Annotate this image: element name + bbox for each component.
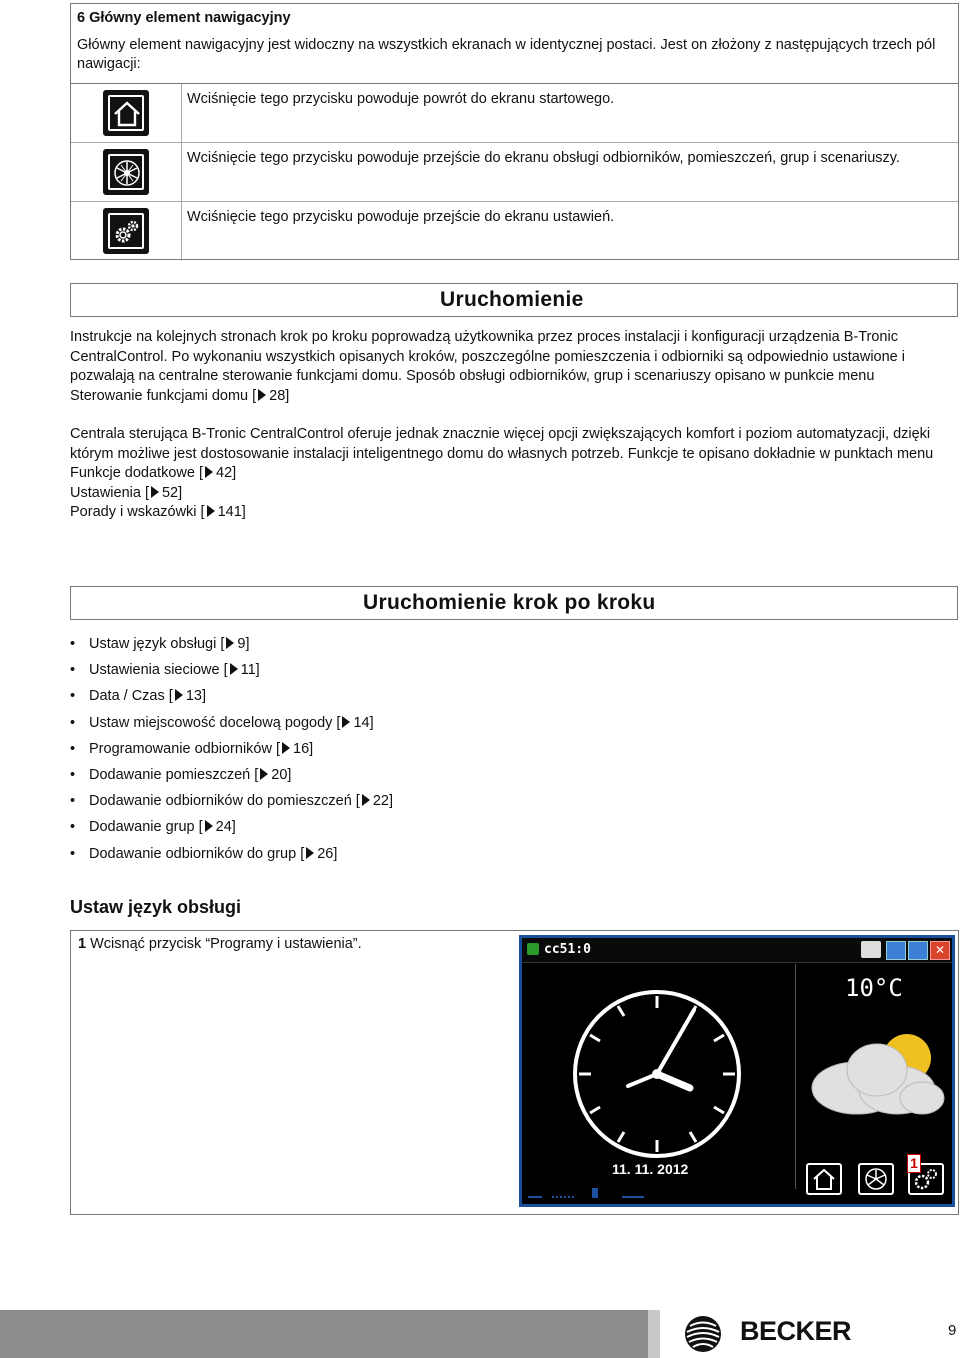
arrow-right-icon — [175, 689, 183, 701]
menu-ref: Ustawienia [ 52] — [70, 484, 183, 501]
nav-table — [71, 83, 958, 261]
callout-number: 1 — [907, 1154, 921, 1173]
becker-logo-icon — [684, 1315, 722, 1353]
devices-button[interactable] — [858, 1163, 894, 1195]
arrow-right-icon — [151, 486, 159, 498]
settings-gears-icon — [103, 208, 149, 254]
menu-ref: Porady i wskazówki [ 141] — [70, 504, 246, 520]
arrow-right-icon — [258, 389, 266, 401]
home-icon — [103, 90, 149, 136]
arrow-right-icon — [306, 847, 314, 859]
analog-clock — [542, 978, 772, 1168]
nav-row-home — [71, 84, 958, 143]
nav-row-text: Wciśnięcie tego przycisku powoduje powrót do ekranu startowego. — [187, 91, 615, 107]
steps-list — [70, 633, 393, 869]
startup-text-2: Centrala sterująca B-Tronic CentralControl oferuje jednak znacznie więcej opcji zwiększających komfort i poziom automatyzacji, dzięki którym możliwe jest dostosowanie instalacji inteligentnego domu do własnych potrzeb. Funkcje te opisano dokładnie w punktach menu — [70, 426, 934, 462]
status-bar — [522, 1188, 792, 1202]
list-item: • Data / Czas [ 13] — [70, 685, 393, 711]
arrow-right-icon — [362, 794, 370, 806]
device-screenshot — [519, 935, 955, 1207]
status-icon — [527, 943, 539, 955]
list-item: • Ustaw język obsługi [ 9] — [70, 633, 393, 659]
temperature-display: 10°C — [845, 974, 903, 1002]
list-item: • Programowanie odbiorników [ 16] — [70, 738, 393, 764]
startup-paragraph-2 — [70, 425, 958, 523]
nav-row-text: Wciśnięcie tego przycisku powoduje przejście do ekranu obsługi odbiorników, pomieszczeń, grup i scenariuszy. — [187, 150, 900, 166]
arrow-right-icon — [342, 716, 350, 728]
maximize-button[interactable] — [908, 941, 928, 960]
section-intro: Główny element nawigacyjny jest widoczny na wszystkich ekranach w identycznej postaci. Jest on złożony z następujących trzech pól nawigacji: — [77, 37, 936, 72]
arrow-right-icon — [282, 742, 290, 754]
footer-bar — [0, 1310, 648, 1358]
arrow-right-icon — [205, 820, 213, 832]
brand-name: BECKER — [740, 1316, 852, 1346]
arrow-right-icon — [226, 637, 234, 649]
date-display: 11. 11. 2012 — [612, 1161, 689, 1177]
step-instruction — [78, 936, 362, 952]
arrow-right-icon — [207, 505, 215, 517]
device-name: cc51:0 — [544, 942, 591, 957]
printer-icon[interactable] — [861, 941, 881, 958]
nav-row-settings — [71, 202, 958, 261]
step-text: Wcisnąć przycisk “Programy i ustawienia”. — [90, 936, 362, 952]
list-item: • Dodawanie odbiorników do grup [ 26] — [70, 843, 393, 869]
home-button[interactable] — [806, 1163, 842, 1195]
arrow-right-icon — [205, 466, 213, 478]
list-item: • Ustaw miejscowość docelową pogody [ 14] — [70, 712, 393, 738]
steps-heading: Uruchomienie krok po kroku — [363, 591, 656, 614]
list-item: • Dodawanie odbiorników do pomieszczeń [ 22] — [70, 790, 393, 816]
section-title: 6 Główny element nawigacyjny — [77, 10, 291, 26]
nav-row-devices — [71, 143, 958, 202]
nav-element-box — [70, 3, 959, 260]
startup-heading: Uruchomienie — [440, 288, 584, 311]
arrow-right-icon — [260, 768, 268, 780]
language-heading: Ustaw język obsługi — [70, 897, 242, 917]
list-item: • Dodawanie pomieszczeń [ 20] — [70, 764, 393, 790]
menu-ref: Funkcje dodatkowe [ 42] — [70, 465, 237, 481]
page-number: 9 — [948, 1322, 957, 1339]
menu-link: Sterowanie funkcjami domu [ 28] — [70, 387, 290, 404]
step-number: 1 — [78, 936, 87, 952]
minimize-button[interactable] — [886, 941, 906, 960]
devices-fan-icon — [103, 149, 149, 195]
footer-stripe — [648, 1310, 660, 1358]
startup-text: Instrukcje na kolejnych stronach krok po kroku poprowadzą użytkownika przez proces instalacji i konfiguracji urządzenia B-Tronic CentralControl. Po wykonaniu wszystkich opisanych kroków, poszczególne pomieszczenia i odbiorniki są odpowiednio ustawione i pozwalają na centralne sterowanie funkcjami domu. Sposób obsługi odbiorników, grup i scenariuszy opisano w punkcie menu — [70, 329, 905, 384]
close-button[interactable]: ✕ — [930, 941, 950, 960]
startup-paragraph — [70, 328, 958, 406]
list-item: • Ustawienia sieciowe [ 11] — [70, 659, 393, 685]
arrow-right-icon — [230, 663, 238, 675]
list-item: • Dodawanie grup [ 24] — [70, 816, 393, 842]
nav-row-text: Wciśnięcie tego przycisku powoduje przejście do ekranu ustawień. — [187, 209, 615, 225]
weather-sun-cloud-icon — [802, 1018, 952, 1128]
